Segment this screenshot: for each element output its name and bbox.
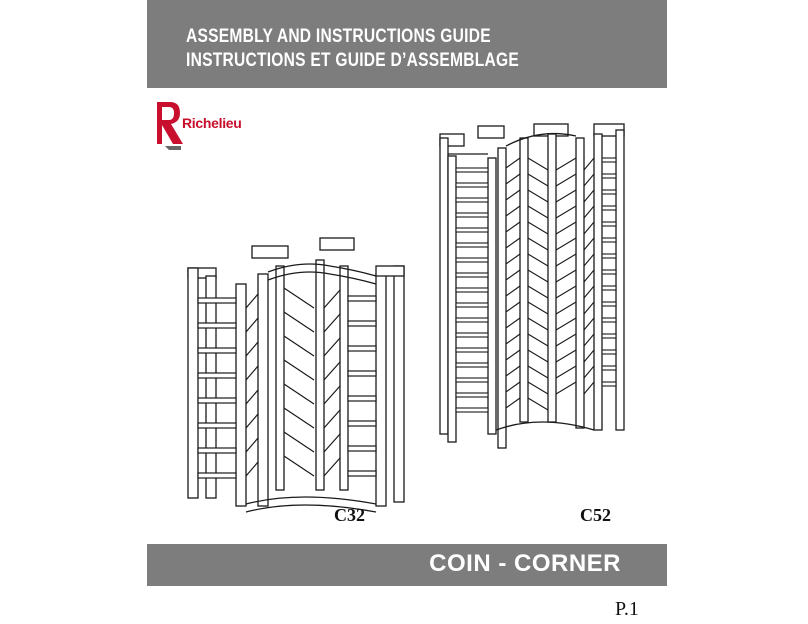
header-band bbox=[147, 0, 667, 88]
c32-rack-illustration bbox=[180, 228, 418, 518]
c52-rack-illustration bbox=[430, 118, 640, 456]
footer-band bbox=[147, 544, 667, 586]
product-line-title: COIN - CORNER bbox=[429, 550, 621, 577]
title-french: INSTRUCTIONS ET GUIDE D’ASSEMBLAGE bbox=[186, 50, 519, 71]
model-label-c52: C52 bbox=[580, 505, 611, 525]
logo-wordmark: Richelieu bbox=[182, 115, 242, 131]
model-label-c32: C32 bbox=[334, 505, 365, 525]
r-logo-icon bbox=[155, 100, 183, 152]
title-english: ASSEMBLY AND INSTRUCTIONS GUIDE bbox=[186, 26, 491, 47]
page-number: P.1 bbox=[615, 598, 639, 620]
richelieu-logo bbox=[155, 100, 265, 152]
